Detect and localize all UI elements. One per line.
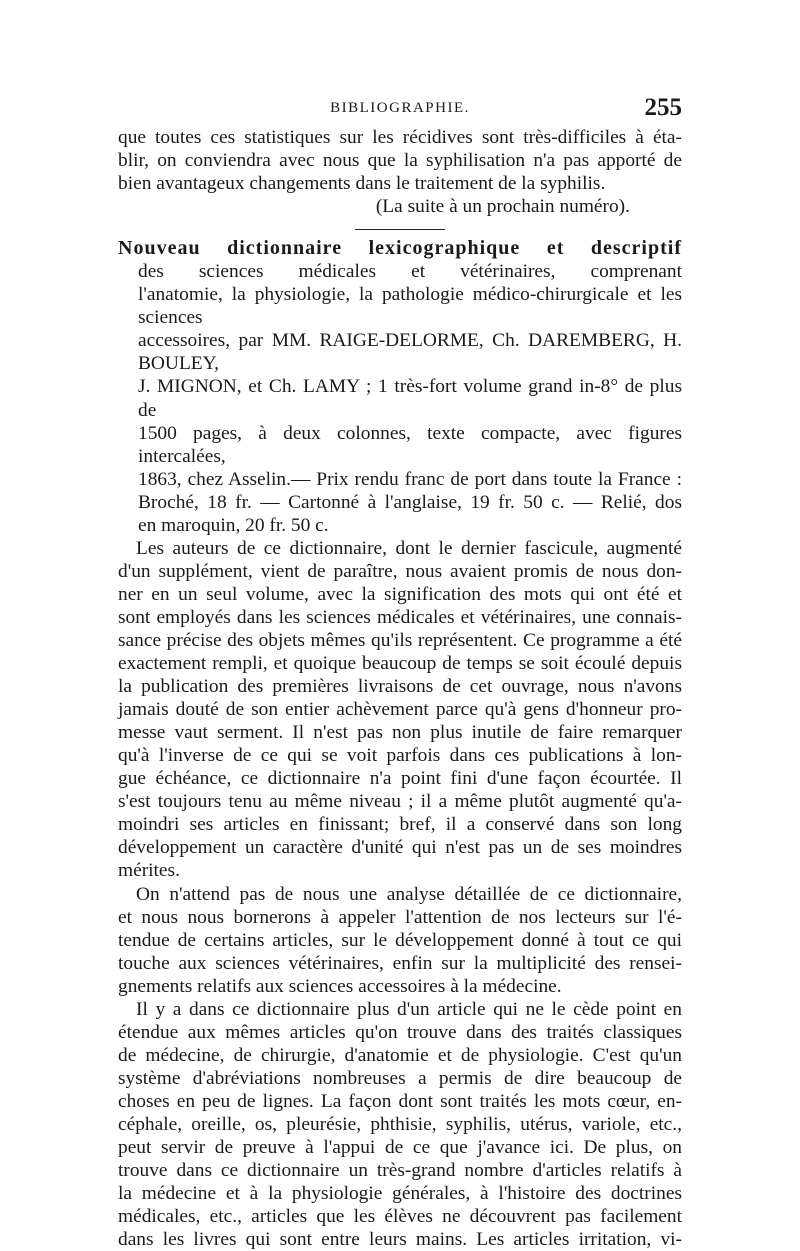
- text-line: jamais douté de son entier achèvement parce qu'à gens d'honneur pro-: [118, 699, 682, 721]
- text-line: 1863, chez Asselin.— Prix rendu franc de port dans toute la France :: [138, 468, 682, 490]
- text-line: céphale, oreille, os, pleurésie, phthisie, syphilis, utérus, variole, etc.,: [118, 1113, 682, 1135]
- entry-heading: Nouveau dictionnaire lexicographique et descriptif: [118, 237, 682, 260]
- text-line: peut servir de preuve à l'appui de ce que j'avance ici. De plus, on: [118, 1137, 682, 1159]
- text-line: et nous nous bornerons à appeler l'attention de nos lecteurs sur l'é-: [118, 906, 682, 928]
- text-line: système d'abréviations nombreuses a permis de dire beaucoup de: [118, 1067, 682, 1089]
- text-line: Broché, 18 fr. — Cartonné à l'anglaise, 19 fr. 50 c. — Relié, dos: [138, 491, 682, 513]
- body-text: [118, 126, 682, 1251]
- text-line: ner en un seul volume, avec la signification des mots qui ont été et: [118, 583, 682, 605]
- text-line: moindri ses articles en finissant; bref, il a conservé dans son long: [118, 814, 682, 836]
- text-line: exactement rempli, et quoique beaucoup de temps se soit écoulé depuis: [118, 653, 682, 675]
- text-line: touche aux sciences vétérinaires, enfin sur la multiplicité des rensei-: [118, 952, 682, 974]
- text-line: qu'à l'inverse de ce qui se voit parfois dans ces publications à lon-: [118, 745, 682, 767]
- text-line: l'anatomie, la physiologie, la pathologie médico-chirurgicale et les sciences: [138, 284, 682, 329]
- text-line: Il y a dans ce dictionnaire plus d'un article qui ne le cède point en: [136, 998, 682, 1020]
- text-line: que toutes ces statistiques sur les récidives sont très-difficiles à éta-: [118, 127, 682, 148]
- text-line: (La suite à un prochain numéro).: [375, 196, 630, 218]
- text-line: accessoires, par MM. RAIGE-DELORME, Ch. DAREMBERG, H. BOULEY,: [138, 330, 682, 375]
- text-line: la médecine et à la physiologie générales, à l'histoire des doctrines: [118, 1183, 682, 1205]
- text-line: messe vaut serment. Il n'est pas non plus inutile de faire remarquer: [118, 722, 682, 744]
- text-line: On n'attend pas de nous une analyse détaillée de ce dictionnaire,: [136, 883, 682, 905]
- running-header: [118, 94, 682, 126]
- text-line: étendue aux mêmes articles qu'on trouve dans des traités classiques: [118, 1021, 682, 1043]
- text-line: 1500 pages, à deux colonnes, texte compacte, avec figures intercalées,: [138, 422, 682, 467]
- text-line: mérites.: [118, 860, 180, 882]
- text-line: bien avantageux changements dans le traitement de la syphilis.: [118, 173, 606, 195]
- text-line: de médecine, de chirurgie, d'anatomie et de physiologie. C'est qu'un: [118, 1044, 682, 1066]
- text-line: médicales, etc., articles que les élèves ne découvrent pas facilement: [118, 1206, 682, 1228]
- text-line: blir, on conviendra avec nous que la syphilisation n'a pas apporté de: [118, 150, 682, 172]
- text-line: d'un supplément, vient de paraître, nous avaient promis de nous don-: [118, 560, 682, 582]
- text-line: sont employés dans les sciences médicales et vétérinaires, une connais-: [118, 606, 682, 628]
- text-line: sance précise des objets mêmes qu'ils représentent. Ce programme a été: [118, 629, 682, 651]
- text-line: dans les livres qui sont entre leurs mains. Les articles irritation, vi-: [118, 1229, 682, 1251]
- text-line: J. MIGNON, et Ch. LAMY ; 1 très-fort volume grand in-8° de plus de: [138, 376, 682, 421]
- text-line: choses en peu de lignes. La façon dont sont traités les mots cœur, en-: [118, 1090, 682, 1112]
- text-line: développement un caractère d'unité qui n'est pas un de ses moindres: [118, 837, 682, 859]
- page-number: 255: [644, 94, 682, 121]
- text-line: la publication des premières livraisons de cet ouvrage, nous n'avons: [118, 676, 682, 698]
- section-divider: [355, 229, 445, 230]
- text-line: trouve dans ce dictionnaire un très-grand nombre d'articles relatifs à: [118, 1160, 682, 1182]
- text-line: s'est toujours tenu au même niveau ; il a même plutôt augmenté qu'a-: [118, 791, 682, 813]
- text-line: gnements relatifs aux sciences accessoires à la médecine.: [118, 975, 562, 997]
- header-title: BIBLIOGRAPHIE.: [330, 100, 470, 116]
- text-line: des sciences médicales et vétérinaires, comprenant: [138, 261, 682, 283]
- text-line: en maroquin, 20 fr. 50 c.: [138, 514, 329, 536]
- text-line: Les auteurs de ce dictionnaire, dont le dernier fascicule, augmenté: [136, 537, 682, 559]
- text-line: gue échéance, ce dictionnaire n'a point fini d'une façon écourtée. Il: [118, 768, 682, 790]
- text-line: tendue de certains articles, sur le développement donné à tout ce qui: [118, 929, 682, 951]
